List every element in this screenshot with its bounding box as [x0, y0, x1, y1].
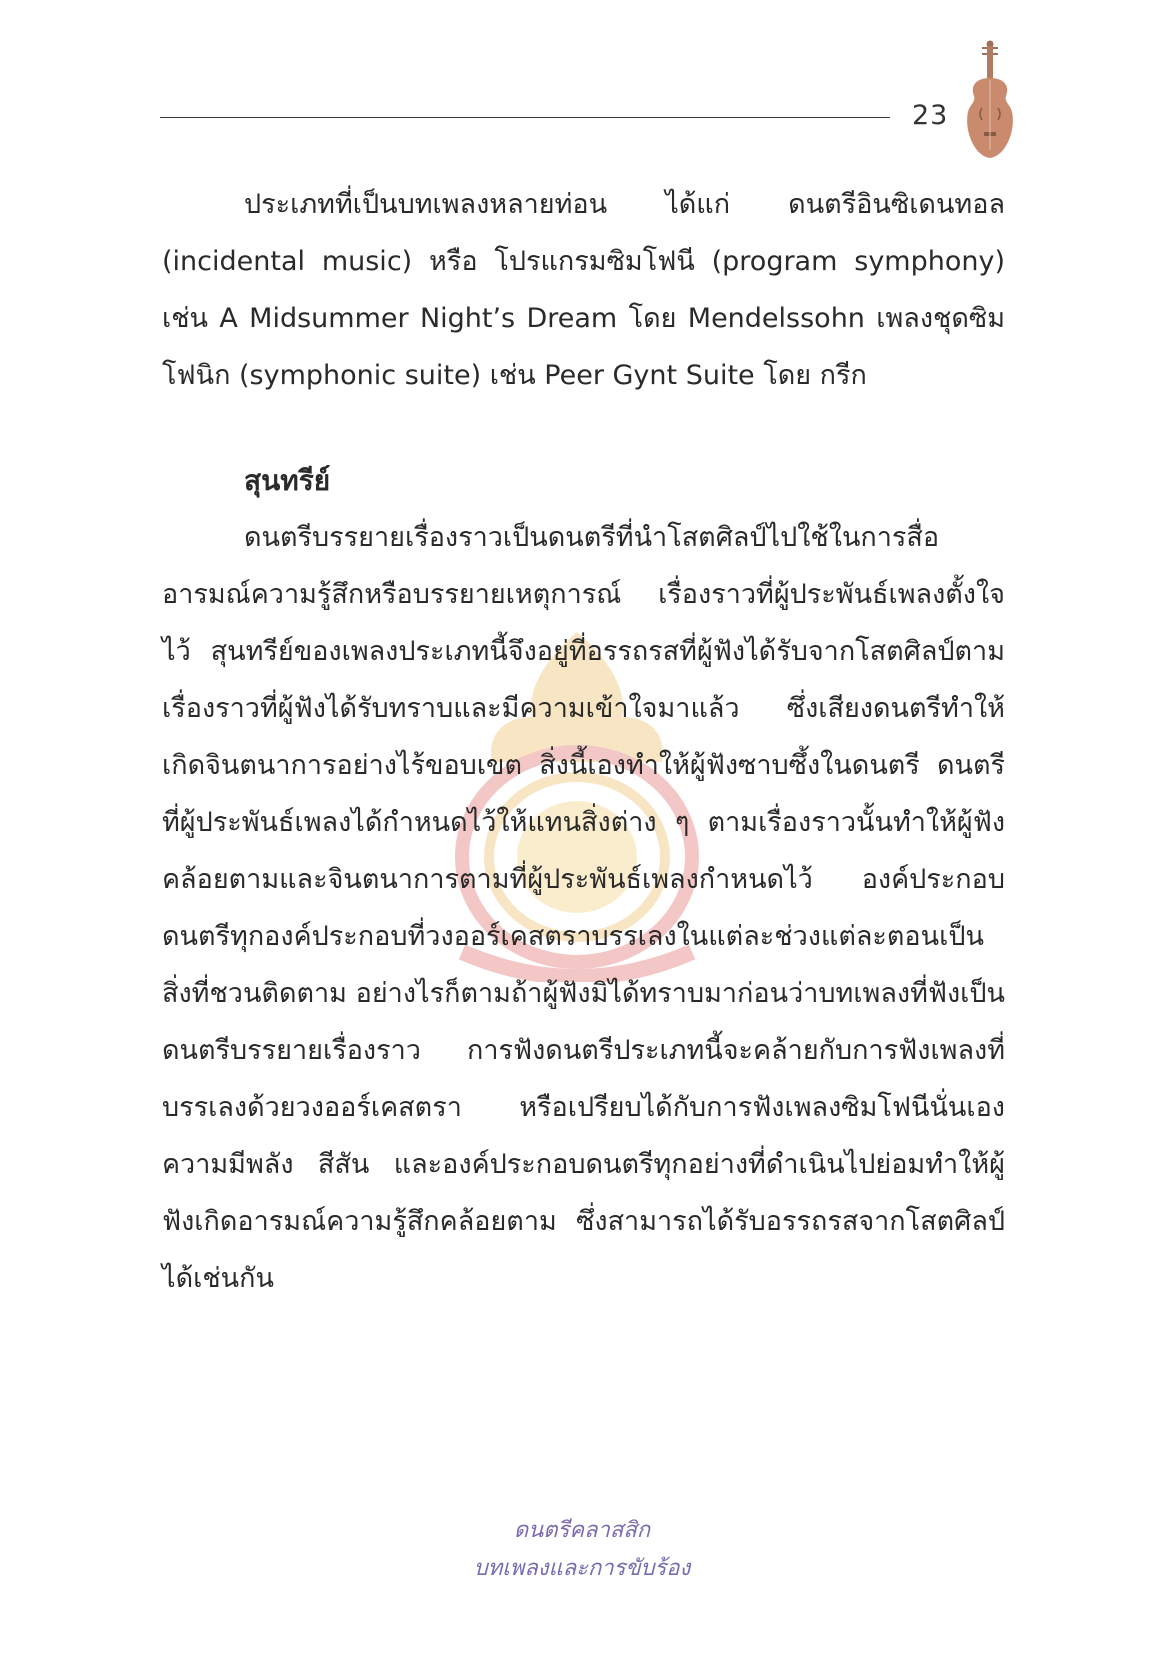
page-content [162, 176, 1005, 1307]
paragraph-1-text: ประเภทที่เป็นบทเพลงหลายท่อน ได้แก่ ดนตรีอินซิเดนทอล (incidental music) หรือ โปรแกรมซิมโฟนี (program symphony) เช่น A Midsummer Night’s Dream โดย Mendelssohn เพลงชุดซิมโฟนิก (symphonic suite) เช่น Peer Gynt Suite โดย กรีก [162, 189, 1005, 391]
header-rule [160, 117, 890, 118]
page-number: 23 [912, 100, 949, 131]
paragraph-2 [162, 509, 1005, 1307]
footer-book-title: ดนตรีคลาสสิก [513, 1518, 651, 1543]
paragraph-1 [162, 176, 1005, 404]
paragraph-2-text: ดนตรีบรรยายเรื่องราวเป็นดนตรีที่นำโสตศิลป์ไปใช้ในการสื่ออารมณ์ความรู้สึกหรือบรรยายเหตุการณ์ เรื่องราวที่ผู้ประพันธ์เพลงตั้งใจไว้ สุนทรีย์ของเพลงประเภทนี้จึงอยู่ที่อรรถรสที่ผู้ฟังได้รับจากโสตศิลป์ตามเรื่องราวที่ผู้ฟังได้รับทราบและมีความเข้าใจมาแล้ว ซึ่งเสียงดนตรีทำให้เกิดจินตนาการอย่างไร้ขอบเขต สิ่งนี้เองทำให้ผู้ฟังซาบซึ้งในดนตรี ดนตรีที่ผู้ประพันธ์เพลงได้กำหนดไว้ให้แทนสิ่งต่าง ๆ ตามเรื่องราวนั้นทำให้ผู้ฟังคล้อยตามและจินตนาการตามที่ผู้ประพันธ์เพลงกำหนดไว้ องค์ประกอบดนตรีทุกองค์ประกอบที่วงออร์เคสตราบรรเลงในแต่ละช่วงแต่ละตอนเป็นสิ่งที่ชวนติดตาม อย่างไรก็ตามถ้าผู้ฟังมิได้ทราบมาก่อนว่าบทเพลงที่ฟังเป็นดนตรีบรรยายเรื่องราว การฟังดนตรีประเภทนี้จะคล้ายกับการฟังเพลงที่บรรเลงด้วยวงออร์เคสตรา หรือเปรียบได้กับการฟังเพลงซิมโฟนีนั่นเอง ความมีพลัง สีสัน และองค์ประกอบดนตรีทุกอย่างที่ดำเนินไปย่อมทำให้ผู้ฟังเกิดอารมณ์ความรู้สึกคล้อยตาม ซึ่งสามารถได้รับอรรถรสจากโสตศิลป์ได้เช่นกัน [162, 522, 1005, 1294]
violin-icon [960, 38, 1016, 164]
section-heading: สุนทรีย์ [244, 464, 331, 497]
footer-book-subtitle: บทเพลงและการขับร้อง [473, 1556, 691, 1581]
